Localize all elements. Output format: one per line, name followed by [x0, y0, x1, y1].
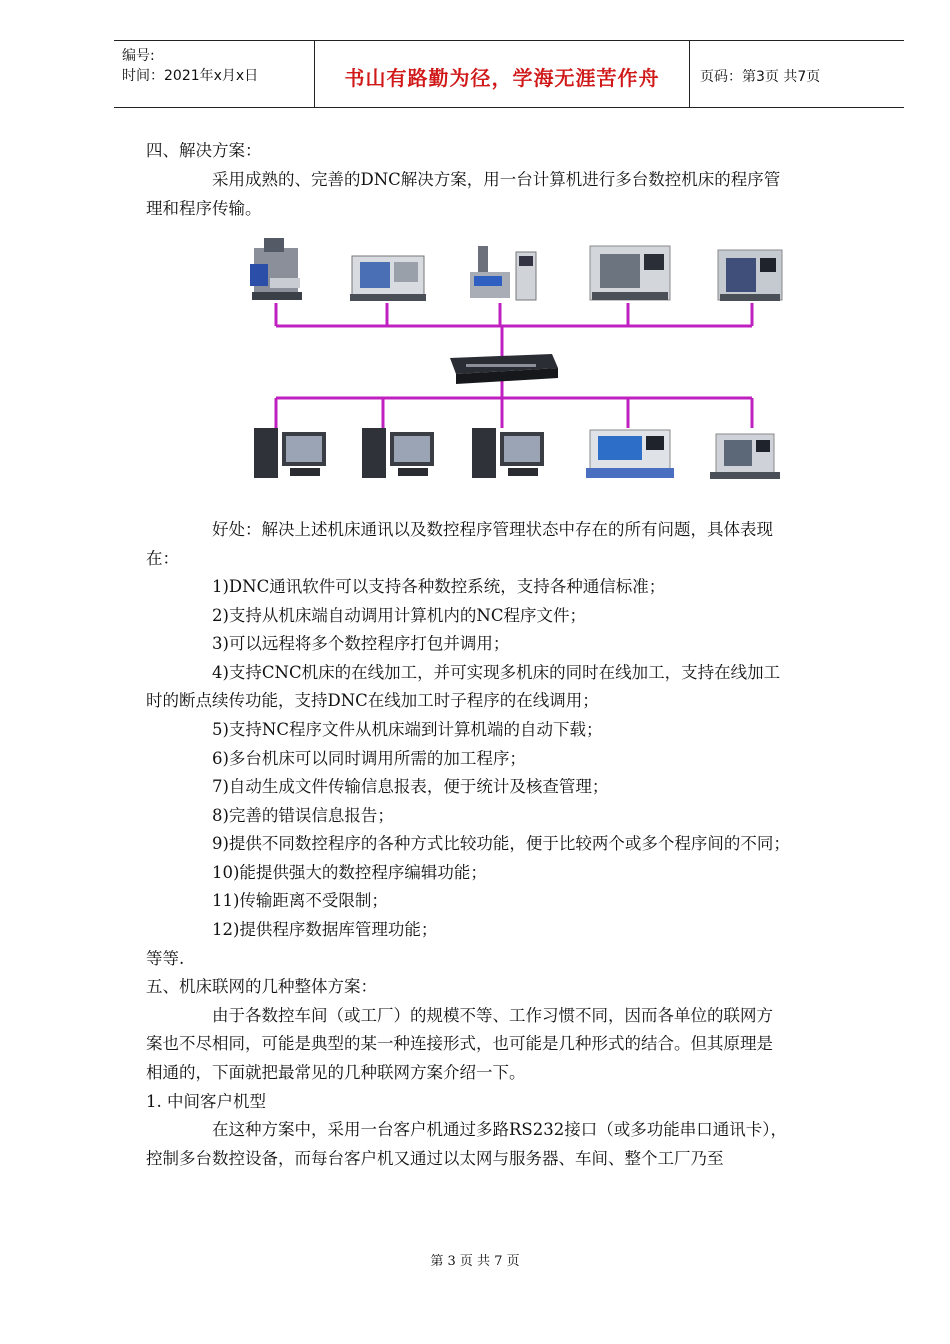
motto-text: 书山有路勤为径，学海无涯苦作舟: [344, 66, 660, 90]
milling-machine-icon: [250, 238, 302, 300]
section-5-title: 五、机床联网的几种整体方案：: [146, 977, 377, 996]
time-label: 时间：2021年x月x日: [122, 68, 259, 84]
turning-center-icon: [590, 246, 670, 300]
network-switch-icon: [450, 354, 558, 384]
benefit-line: 在：: [146, 549, 179, 568]
cnc-mill-icon: [710, 434, 780, 479]
list-item: 4)支持CNC机床的在线加工，并可实现多机床的同时在线加工，支持在线加工: [212, 663, 781, 682]
list-item: 时的断点续传功能，支持DNC在线加工时子程序的在线调用；: [146, 691, 599, 710]
list-item: 8)完善的错误信息报告；: [212, 806, 394, 825]
serial-label: 编号:: [122, 48, 155, 64]
section-5-para-line: 相通的，下面就把最常见的几种联网方案介绍一下。: [146, 1063, 526, 1082]
subsection-1-title: 1. 中间客户机型: [146, 1092, 266, 1111]
list-item: 7)自动生成文件传输信息报表，便于统计及核查管理；: [212, 777, 609, 796]
list-item: 5)支持NC程序文件从机床端到计算机端的自动下载；: [212, 720, 603, 739]
list-item: 2)支持从机床端自动调用计算机内的NC程序文件；: [212, 606, 586, 625]
section-5-para-line: 案也不尽相同，可能是典型的某一种连接形式，也可能是几种形式的结合。但其原理是: [146, 1034, 773, 1053]
machining-center-icon: [718, 250, 782, 301]
computer-icon: [362, 428, 434, 478]
dnc-network-diagram: [240, 228, 790, 488]
list-item: 11)传输距离不受限制；: [212, 891, 388, 910]
list-item: 3)可以远程将多个数控程序打包并调用；: [212, 634, 510, 653]
section-5-para-line: 由于各数控车间（或工厂）的规模不等、工作习惯不同，因而各单位的联网方: [212, 1006, 773, 1025]
edm-machine-icon: [470, 246, 536, 300]
header-motto-cell: [314, 41, 690, 107]
list-item: 12)提供程序数据库管理功能；: [212, 920, 438, 939]
benefit-line: 好处：解决上述机床通讯以及数控程序管理状态中存在的所有问题，具体表现: [212, 520, 773, 539]
subsection-1-line: 控制多台数控设备，而每台客户机又通过以太网与服务器、车间、整个工厂乃至: [146, 1149, 724, 1168]
etc-text: 等等.: [146, 949, 185, 968]
list-item: 6)多台机床可以同时调用所需的加工程序；: [212, 749, 526, 768]
page-header: [114, 40, 904, 108]
section-4-para-line: 理和程序传输。: [146, 199, 262, 218]
header-left-cell: [114, 41, 314, 107]
list-item: 10)能提供强大的数控程序编辑功能；: [212, 863, 487, 882]
computer-icon: [254, 428, 326, 478]
cnc-lathe-icon: [586, 430, 674, 478]
section-4-para-line: 采用成熟的、完善的DNC解决方案，用一台计算机进行多台数控机床的程序管: [212, 170, 781, 189]
section-4-title: 四、解决方案：: [146, 141, 262, 160]
subsection-1-line: 在这种方案中，采用一台客户机通过多路RS232接口（或多功能串口通讯卡），: [212, 1120, 787, 1139]
header-page-cell: [690, 41, 904, 107]
list-item: 9)提供不同数控程序的各种方式比较功能，便于比较两个或多个程序间的不同；: [212, 834, 790, 853]
page-info: 页码：第3页 共7页: [700, 69, 821, 85]
computer-icon: [472, 428, 544, 478]
list-item: 1)DNC通讯软件可以支持各种数控系统，支持各种通信标准；: [212, 577, 666, 596]
page-footer: 第 3 页 共 7 页: [430, 1254, 520, 1269]
lathe-icon: [350, 256, 426, 301]
